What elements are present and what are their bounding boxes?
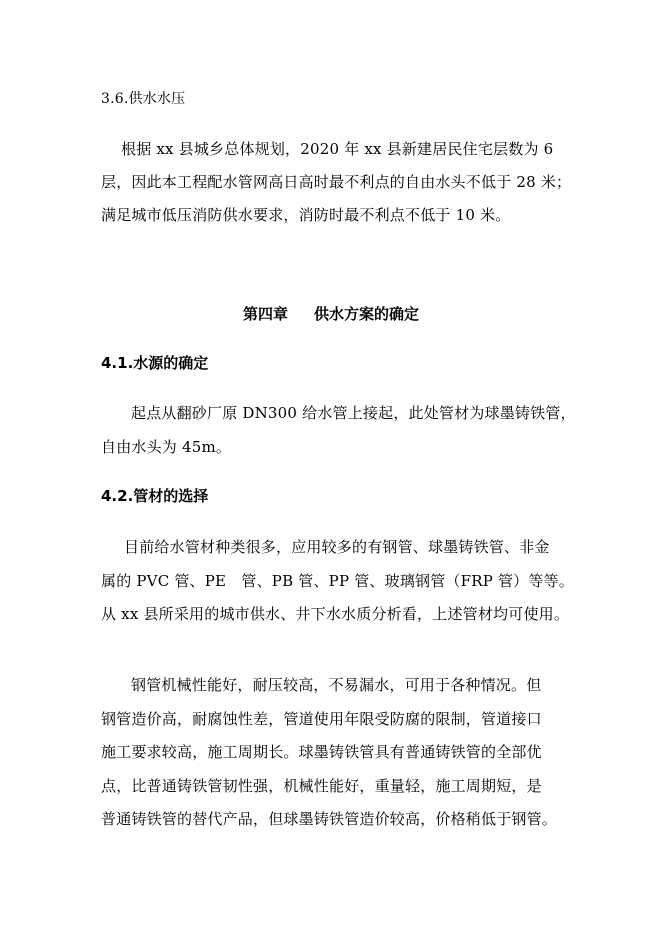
paragraph-line: 层，因此本工程配水管网高日高时最不利点的自由水头不低于 28 米；: [101, 173, 572, 191]
section-3-6-heading: 3.6.供水水压: [101, 91, 186, 107]
paragraph-line: 起点从翻砂厂原 DN300 给水管上接起，此处管材为球墨铸铁管，: [131, 404, 576, 422]
paragraph-line: 目前给水管材种类很多，应用较多的有钢管、球墨铸铁管、非金: [124, 538, 550, 556]
paragraph-line: 普通铸铁管的替代产品，但球墨铸铁管造价较高，价格稍低于钢管。: [101, 810, 558, 828]
paragraph-line: 从 xx 县所采用的城市供水、井下水水质分析看，上述管材均可使用。: [101, 605, 570, 623]
paragraph-line: 属的 PVC 管、PE 管、PB 管、PP 管、玻璃钢管（FRP 管）等等。: [101, 572, 574, 590]
chapter-title: 供水方案的确定: [314, 305, 420, 323]
paragraph-line: 钢管机械性能好，耐压较高，不易漏水，可用于各种情况。但: [131, 676, 542, 694]
paragraph-line: 施工要求较高，施工周期长。球墨铸铁管具有普通铸铁管的全部优: [101, 743, 542, 761]
paragraph-line: 满足城市低压消防供水要求，消防时最不利点不低于 10 米。: [101, 206, 511, 224]
section-4-1-heading: 4.1.水源的确定: [101, 354, 209, 372]
chapter-heading: [0, 304, 662, 324]
paragraph-line: 自由水头为 45m。: [101, 438, 232, 456]
paragraph-line: 钢管造价高，耐腐蚀性差，管道使用年限受防腐的限制，管道接口: [101, 710, 542, 728]
chapter-number: 第四章: [242, 305, 288, 323]
paragraph-line: 点，比普通铸铁管韧性强，机械性能好，重量轻，施工周期短，是: [101, 777, 542, 795]
section-4-2-heading: 4.2.管材的选择: [101, 487, 209, 505]
paragraph-line: 根据 xx 县城乡总体规划，2020 年 xx 县新建居民住宅层数为 6: [121, 140, 554, 158]
